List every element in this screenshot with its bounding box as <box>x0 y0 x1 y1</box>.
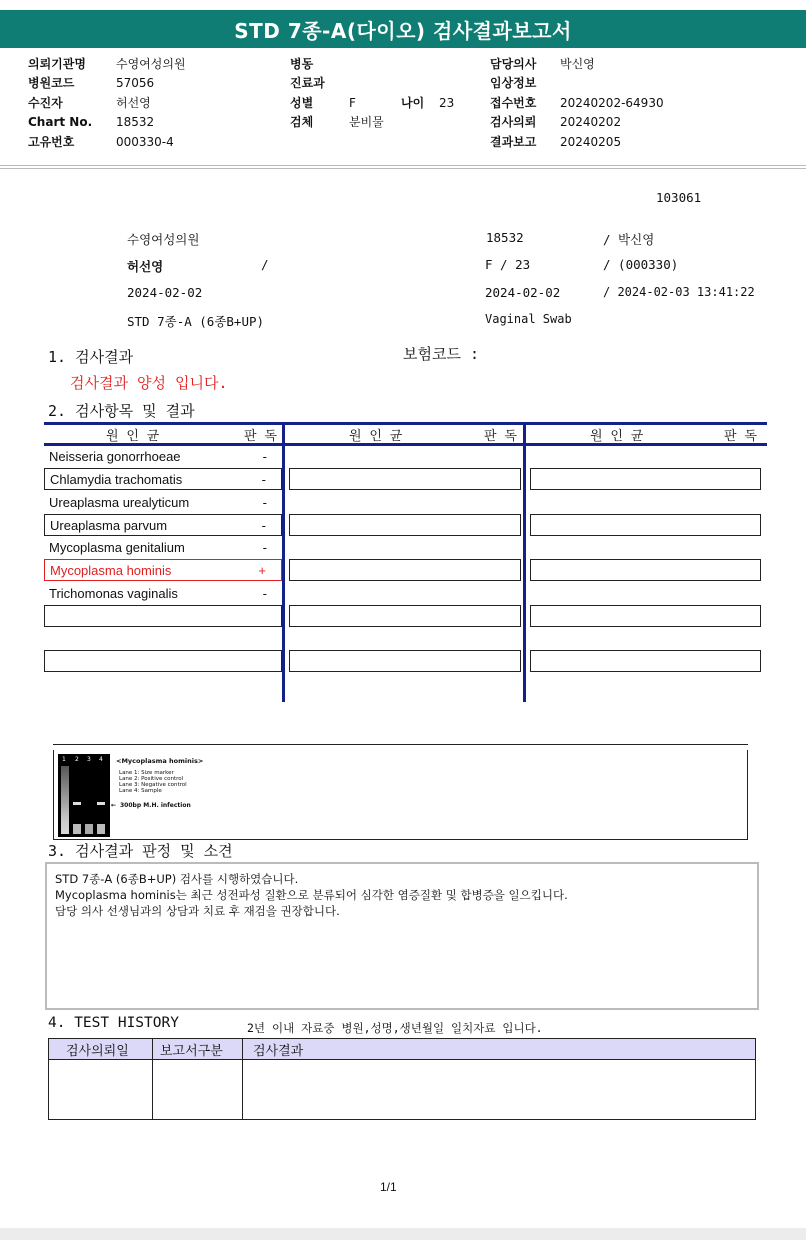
history-note: 2년 이내 자료중 병원,성명,생년월일 일치자료 입니다. <box>247 1021 543 1035</box>
pathogen-name: Ureaplasma urealyticum <box>49 495 190 510</box>
pathogen-name: Mycoplasma genitalium <box>49 540 185 555</box>
gel-lane-2-number: 2 <box>75 756 79 763</box>
pathogen-name: Neisseria gonorrhoeae <box>49 449 181 464</box>
pathogen-result: - <box>262 540 267 555</box>
report-datetime: / 2024-02-03 13:41:22 <box>603 285 755 299</box>
footer-bar <box>0 1228 806 1240</box>
table-row <box>44 492 282 514</box>
value-receipt-no: 20240202-64930 <box>560 95 664 110</box>
insurance-code-label: 보험코드 : <box>403 345 480 363</box>
table-row <box>44 446 282 468</box>
pathogen-name: Mycoplasma hominis <box>50 563 172 578</box>
gel-electrophoresis-image <box>58 754 110 837</box>
empty-row <box>44 605 282 627</box>
label-hospital-code: 병원코드 <box>28 76 75 91</box>
pathogen-result: - <box>261 518 266 533</box>
gel-lane-1-number: 1 <box>62 756 66 763</box>
header-judge-2: 판 독 <box>484 429 517 444</box>
history-header-row <box>49 1039 755 1060</box>
label-receipt-no: 접수번호 <box>490 95 537 110</box>
value-doctor: 박신영 <box>560 57 595 71</box>
label-sex: 성별 <box>290 95 314 110</box>
header-pathogen-1: 원 인 균 <box>106 429 160 444</box>
section2-title: 2. 검사항목 및 결과 <box>48 402 195 420</box>
gel-lane-3-number: 3 <box>87 756 91 763</box>
report-date-mid: 2024-02-02 <box>485 285 561 300</box>
value-request-date: 20240202 <box>560 115 622 130</box>
gel-legend-2: Lane 2: Positive control <box>119 776 184 782</box>
gel-legend-3: Lane 3: Negative control <box>119 782 187 788</box>
empty-row <box>289 605 521 627</box>
opinion-line: 담당 의사 선생님과의 상담과 치료 후 재검을 권장합니다. <box>55 904 340 918</box>
history-col-divider-2 <box>242 1039 243 1119</box>
gel-title: <Mycoplasma hominis> <box>116 757 204 765</box>
label-age: 나이 <box>401 95 425 110</box>
header-col-ward <box>290 55 454 133</box>
report-title: STD 7종-A(다이오) 검사결과보고서 <box>0 10 806 48</box>
history-header-result: 검사결과 <box>253 1044 304 1059</box>
empty-row <box>530 559 761 581</box>
label-report-date: 결과보고 <box>490 134 537 149</box>
table-row <box>44 514 282 536</box>
table-col-divider-1 <box>282 422 285 702</box>
value-patient: 허선영 <box>116 95 151 110</box>
value-report-date: 20240205 <box>560 134 622 149</box>
pathogen-name: Trichomonas vaginalis <box>49 586 178 601</box>
empty-row <box>289 650 521 672</box>
header-judge-3: 판 독 <box>724 429 757 444</box>
history-table <box>48 1038 756 1120</box>
section1-title: 1. 검사결과 <box>48 348 134 366</box>
results-table <box>44 422 767 702</box>
table-row-positive <box>44 559 282 581</box>
header-divider <box>0 165 806 169</box>
label-chart-no: Chart No. <box>28 115 93 130</box>
pathogen-result: - <box>262 449 267 464</box>
value-unique-no: 000330-4 <box>116 134 174 149</box>
header-judge-1: 판 독 <box>244 429 277 444</box>
table-row <box>44 468 282 490</box>
history-header-report-type: 보고서구분 <box>160 1044 223 1059</box>
section3-title: 3. 검사결과 판정 및 소견 <box>48 842 233 860</box>
label-request-date: 검사의뢰 <box>490 115 537 130</box>
gel-legend-4: Lane 4: Sample <box>119 788 162 794</box>
label-specimen: 검체 <box>290 115 314 130</box>
label-patient: 수진자 <box>28 95 63 110</box>
gel-legend-1: Lane 1: Size marker <box>119 770 174 776</box>
report-code: 103061 <box>656 190 702 205</box>
table-col-divider-2 <box>523 422 526 702</box>
empty-row <box>530 514 761 536</box>
report-unique: / (000330) <box>603 257 679 272</box>
report-sex-age: F / 23 <box>485 257 531 272</box>
gel-lane-marker <box>61 766 69 834</box>
value-age: 23 <box>439 95 455 110</box>
report-date-left: 2024-02-02 <box>127 285 203 300</box>
gel-lane-negative <box>85 766 93 834</box>
label-clinical-info: 임상정보 <box>490 76 537 91</box>
value-sex: F <box>349 95 356 110</box>
empty-row <box>289 468 521 490</box>
page-number: 1/1 <box>380 1180 397 1194</box>
empty-row <box>530 605 761 627</box>
gel-top-rule <box>53 744 748 745</box>
value-hospital-code: 57056 <box>116 76 155 91</box>
opinion-line: Mycoplasma hominis는 최근 성전파성 질환으로 분류되어 심각한 염증질환 및 합병증을 일으킵니다. <box>55 888 568 902</box>
report-specimen: Vaginal Swab <box>485 312 572 326</box>
empty-row <box>289 514 521 536</box>
value-chart-no: 18532 <box>116 115 155 130</box>
report-patient-slash: / <box>261 257 269 272</box>
gel-lane-positive <box>73 766 81 834</box>
pathogen-name: Chlamydia trachomatis <box>50 472 183 487</box>
pathogen-name: Ureaplasma parvum <box>50 518 168 533</box>
value-institution: 수영여성의원 <box>116 57 186 71</box>
history-col-divider-1 <box>152 1039 153 1119</box>
header-col-institution <box>28 55 186 152</box>
report-patient: 허선영 <box>127 259 164 274</box>
value-specimen: 분비물 <box>349 115 384 130</box>
label-institution: 의뢰기관명 <box>28 57 86 71</box>
empty-row <box>530 650 761 672</box>
pathogen-result: - <box>262 495 267 510</box>
empty-row <box>44 650 282 672</box>
header-col-doctor <box>490 55 664 152</box>
table-row <box>44 583 282 605</box>
gel-arrow-icon: ← <box>111 802 117 809</box>
header-pathogen-3: 원 인 균 <box>590 429 644 444</box>
label-department: 진료과 <box>290 76 325 91</box>
pathogen-result: - <box>261 472 266 487</box>
gel-lane-sample <box>97 766 105 834</box>
label-doctor: 담당의사 <box>490 57 537 71</box>
gel-band-label: 300bp M.H. infection <box>120 802 191 809</box>
pathogen-result: + <box>258 563 266 578</box>
header-pathogen-2: 원 인 균 <box>349 429 403 444</box>
report-clinic: 수영여성의원 <box>127 232 200 247</box>
opinion-box <box>45 862 759 1010</box>
label-ward: 병동 <box>290 57 314 71</box>
result-positive-text: 검사결과 양성 입니다. <box>70 374 228 392</box>
opinion-line: STD 7종-A (6종B+UP) 검사를 시행하였습니다. <box>55 872 299 886</box>
gel-lane-4-number: 4 <box>99 756 103 763</box>
pathogen-result: - <box>262 586 267 601</box>
label-unique-no: 고유번호 <box>28 134 75 149</box>
empty-row <box>530 468 761 490</box>
history-header-request-date: 검사의뢰일 <box>66 1044 129 1059</box>
empty-row <box>289 559 521 581</box>
section4-title: 4. TEST HISTORY <box>48 1015 179 1031</box>
report-chart: 18532 <box>486 230 524 245</box>
report-test-name: STD 7종-A (6종B+UP) <box>127 314 265 329</box>
report-doctor: / 박신영 <box>603 232 655 247</box>
table-row <box>44 537 282 559</box>
